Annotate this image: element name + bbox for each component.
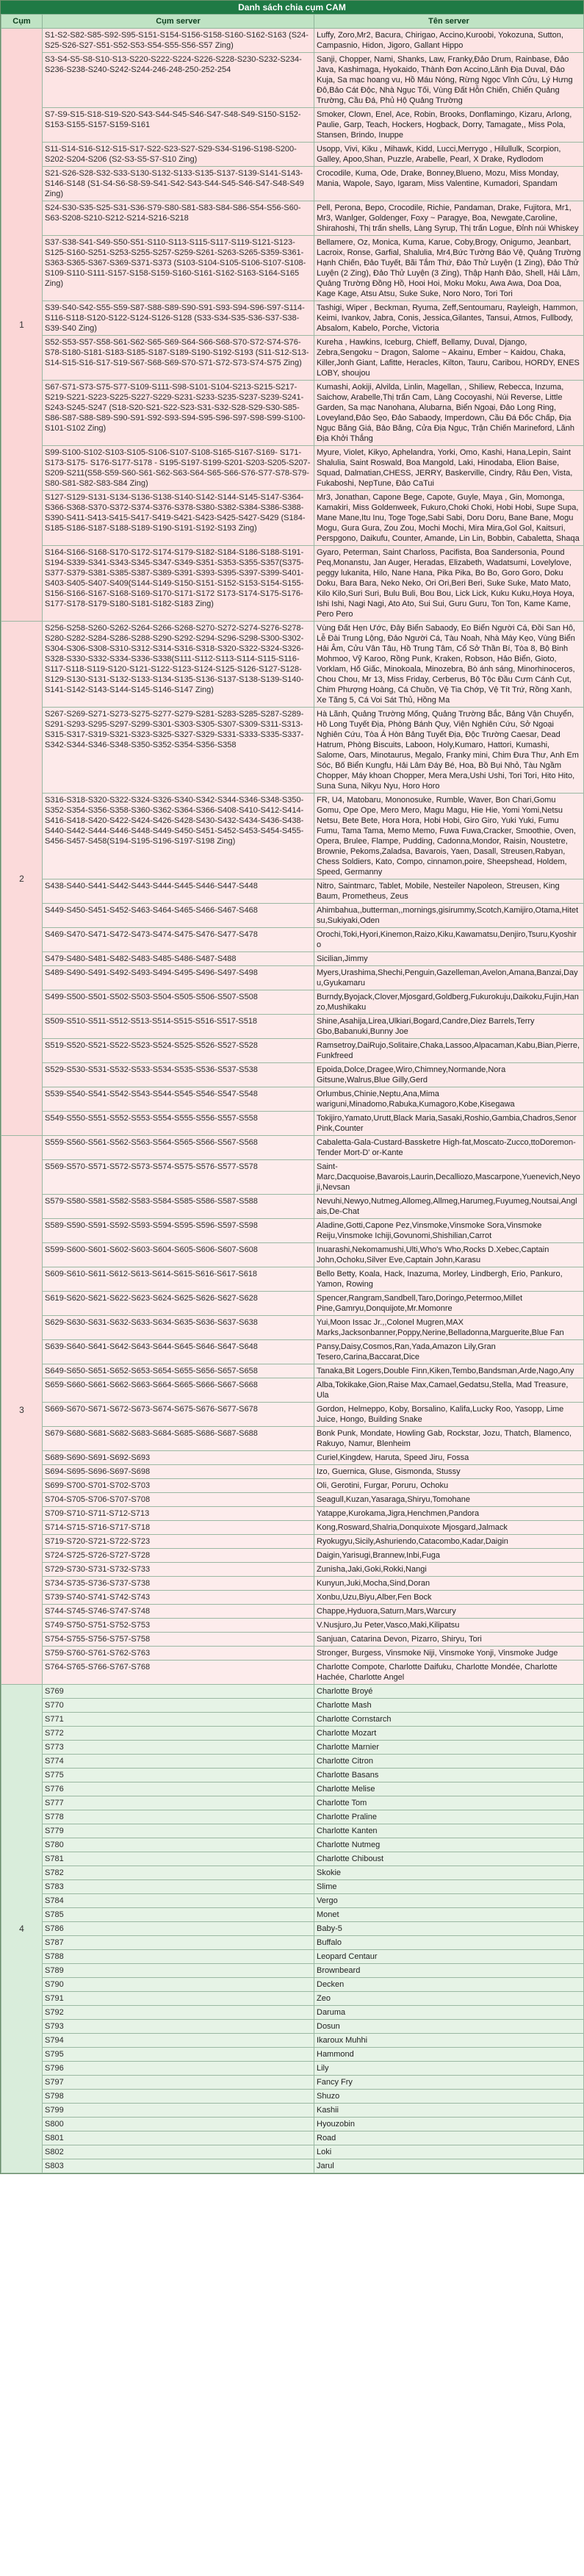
server-names-cell: Myers,Urashima,Shechi,Penguin,Gazelleman,Avelon,Amana,Banzai,Dayu,Gyukamaru: [314, 966, 584, 990]
server-range-cell: S1-S2-S82-S85-S92-S95-S151-S154-S156-S158-S160-S162-S163 (S24-S25-S26-S27-S51-S52-S53-S54-S55-S56-S57 Zing): [43, 29, 314, 53]
server-names-cell: Chappe,Hyduora,Saturn,Mars,Warcury: [314, 1605, 584, 1619]
table-row: [1, 990, 584, 1015]
server-names-cell: Tanaka,Bit Logers,Double Finn,Kiken,Tembo,Bandsman,Arde,Nago,Any: [314, 1364, 584, 1378]
server-names-cell: Hyouzobin: [314, 2118, 584, 2131]
server-names-cell: Vùng Đất Hẹn Ước, Đây Biển Sabaody, Eo Biển Người Cá, Đồi San Hô, Lễ Đài Trung Lộng, Đảo Người Cá, Tàu Noah, Nhà Máy Kẹo, Vùng Biển Hải Âm, Cửu Vân Tâu, Hồ Trung Tâm, Cổ Sở Thần Bí, Tòa 8, Bộ Binh Mohmoo, Vỹ Karoo, Rồng Punk, Kraken, Robson, Hảo Biển, Gioto, Vorklam, Hố Giấc, Minokoala, Minozebra, Bò ánh sáng, Minorhinoceros, Chou Chou, Mr 13, Miss Friday, Cerberus, Bộ Tộc Đầu Cưm Cánh Cụt, Chim Phượng Hoàng, Cá Chuồn, Vệ Tia Chớp, Vệ Tít Trứ, Rồng Xanh, Xe Tăng 5, Cá Voi Sát Thủ, Hồng Ma: [314, 622, 584, 708]
table-row: [1, 1964, 584, 1978]
server-names-cell: Charlotte Chiboust: [314, 1852, 584, 1866]
server-names-cell: Curiel,Kingdew, Haruta, Speed Jiru, Fossa: [314, 1451, 584, 1465]
server-range-cell: S21-S26-S28-S32-S33-S130-S132-S133-S135-S137-S139-S141-S143-S146-S148 (S1-S4-S6-S8-S9-S41-S42-S43-S44-S45-S46-S47-S48-S49 Zing): [43, 167, 314, 201]
table-row: [1, 2020, 584, 2034]
server-range-cell: S798: [43, 2090, 314, 2104]
table-row: [1, 1992, 584, 2006]
server-range-cell: S714-S715-S716-S717-S718: [43, 1521, 314, 1535]
server-range-cell: S529-S530-S531-S532-S533-S534-S535-S536-S537-S538: [43, 1063, 314, 1087]
server-names-cell: Kureha , Hawkins, Iceburg, Chieff, Bellamy, Duval, Django, Zebra,Sengoku ~ Dragon, Salome ~ Akainu, Ember ~ Kaidou, Chaka, Killer,Jonh Giant, Lafitte, Heracles, Kilton, Tauru, Caribou, HORDY, ENES LOBY, shoujou: [314, 336, 584, 381]
table-row: [1, 546, 584, 622]
table-row: [1, 1451, 584, 1465]
server-names-cell: Mr3, Jonathan, Capone Bege, Capote, Guyle, Maya , Gin, Momonga, Kamakiri, Miss Goldenweek, Fukuro,Choki Choki, Hobi Hobi, Supe Supa, Mane Mane,Itu Inu, Toge Toge,Sabi Sabi, Doru Doru, Bane Bane, Mogu Mogu, Gura Gura, Zou Zou, Mochi Mochi, Mira Mira,Gol Gol, Kaitsuri, Perspgono, Daikufu, Counter, Amande, Lin Lin, Bobbin, Cabaletta, Shaqa: [314, 491, 584, 546]
server-range-cell: S719-S720-S721-S722-S723: [43, 1535, 314, 1549]
table-row: [1, 2006, 584, 2020]
table-row: [1, 2118, 584, 2131]
table-row: [1, 1880, 584, 1894]
server-names-cell: Luffy, Zoro,Mr2, Bacura, Chirigao, Accino,Kuroobi, Yokozuna, Sutton, Campasnio, Hidon, Jigoro, Gallant Hippo: [314, 29, 584, 53]
server-range-cell: S797: [43, 2076, 314, 2090]
server-range-cell: S699-S700-S701-S702-S703: [43, 1479, 314, 1493]
server-range-cell: S795: [43, 2048, 314, 2062]
server-range-cell: S776: [43, 1782, 314, 1796]
server-range-cell: S438-S440-S441-S442-S443-S444-S445-S446-S447-S448: [43, 879, 314, 904]
table-row: [1, 301, 584, 336]
server-names-cell: Sicilian,Jimmy: [314, 952, 584, 966]
server-names-cell: Bonk Punk, Mondate, Howling Gab, Rockstar, Jozu, Thatch, Blamenco, Rakuyo, Namur, Blenheim: [314, 1427, 584, 1451]
table-row: [1, 1824, 584, 1838]
table-row: [1, 29, 584, 53]
table-row: [1, 1605, 584, 1619]
server-names-cell: Aladine,Gotti,Capone Pez,Vinsmoke,Vinsmoke Sora,Vinsmoke Reiju,Vinsmoke Ichiji,Govunomi,Shishilian,Carrot: [314, 1219, 584, 1243]
server-names-cell: Gyaro, Peterman, Saint Charloss, Pacifista, Boa Sandersonia, Pound Peq,Monanstu, Jan Auger, Heradas, Elizabeth, Wadatsumi, Lovelylove, peggy lukanita, Hilo, Nane Hana, Pika Pika, Bo Bo, Goro Goro, Doku Doku, Bara Bara, Neko Neko, Ori Ori,Beri Beri, Suke Suke, Mato Mato, Kilo Kilo,Suri Suri, Bulu Buli, Bou Bou, Lick Lick, Kuku Kuku,Hoya Hoya, Ishi Ishi, Nagi Nagi, Ato Ato, Sui Sui, Guru Guru, Ton Ton, Kame Kame, Pero Pero: [314, 546, 584, 622]
table-row: [1, 2159, 584, 2173]
server-range-cell: S780: [43, 1838, 314, 1852]
server-range-cell: S749-S750-S751-S752-S753: [43, 1619, 314, 1633]
server-range-cell: S589-S590-S591-S592-S593-S594-S595-S596-S597-S598: [43, 1219, 314, 1243]
table-row: [1, 167, 584, 201]
server-names-cell: Decken: [314, 1978, 584, 1992]
server-names-cell: Charlotte Nutmeg: [314, 1838, 584, 1852]
server-names-cell: Jarul: [314, 2159, 584, 2173]
server-names-cell: Charlotte Mozart: [314, 1727, 584, 1741]
server-names-cell: Charlotte Citron: [314, 1755, 584, 1769]
server-range-cell: S786: [43, 1922, 314, 1936]
table-row: [1, 1403, 584, 1427]
table-row: [1, 201, 584, 236]
table-row: [1, 1852, 584, 1866]
server-range-cell: S619-S620-S621-S622-S623-S624-S625-S626-S627-S628: [43, 1292, 314, 1316]
table-row: [1, 966, 584, 990]
server-names-cell: Sanjuan, Catarina Devon, Pizarro, Shiryu, Tori: [314, 1633, 584, 1647]
server-range-cell: S792: [43, 2006, 314, 2020]
server-names-cell: Daigin,Yarisugi,Brannew,Inbi,Fuga: [314, 1549, 584, 1563]
server-range-cell: S794: [43, 2034, 314, 2048]
server-names-cell: Burndy,Byojack,Clover,Mjosgard,Goldberg,Fukurokuju,Daikoku,Fujin,Hanzo,Mushikaku: [314, 990, 584, 1015]
server-range-cell: S796: [43, 2062, 314, 2076]
table-row: [1, 2076, 584, 2090]
server-names-cell: Ahimbahua,,butterman,,mornings,gisirummy,Scotch,Kamijiro,Otama,Hitetsu,Sukiyaki,Oden: [314, 904, 584, 928]
server-names-cell: Fancy Fry: [314, 2076, 584, 2090]
server-range-cell: S629-S630-S631-S632-S633-S634-S635-S636-S637-S638: [43, 1316, 314, 1340]
server-range-cell: S689-S690-S691-S692-S693: [43, 1451, 314, 1465]
server-names-cell: Lily: [314, 2062, 584, 2076]
table-row: [1, 1591, 584, 1605]
server-names-cell: Cabaletta-Gala-Custard-Bassketre High-fat,Moscato-Zucco,ttoDoremon-Tender Mort-D' or-Kante: [314, 1136, 584, 1160]
server-range-cell: S39-S40-S42-S55-S59-S87-S88-S89-S90-S91-S93-S94-S96-S97-S114-S116-S118-S120-S122-S124-S126-S128 (S33-S34-S35-S36-S37-S38-S39-S40 Zing): [43, 301, 314, 336]
server-range-cell: S3-S4-S5-S8-S10-S13-S220-S222-S224-S226-S228-S230-S232-S234-S236-S238-S240-S242-S244-246-248-250-252-254: [43, 53, 314, 108]
server-range-cell: S599-S600-S601-S602-S603-S604-S605-S606-S607-S608: [43, 1243, 314, 1267]
server-range-cell: S790: [43, 1978, 314, 1992]
server-range-cell: S659-S660-S661-S662-S663-S664-S665-S666-S667-S668: [43, 1378, 314, 1403]
server-range-cell: S739-S740-S741-S742-S743: [43, 1591, 314, 1605]
server-names-cell: Nitro, Saintmarc, Tablet, Mobile, Nesteiler Napoleon, Streusen, King Baum, Prometheus, Zeus: [314, 879, 584, 904]
server-range-cell: S778: [43, 1810, 314, 1824]
server-range-cell: S579-S580-S581-S582-S583-S584-S585-S586-S587-S588: [43, 1195, 314, 1219]
table-row: [1, 1195, 584, 1219]
server-names-cell: Tokijiro,Yamato,Urutt,Black Maria,Sasaki,Roshio,Gambia,Chadros,Senor Pink,Counter: [314, 1112, 584, 1136]
server-names-cell: Orochi,Toki,Hyori,Kinemon,Raizo,Kiku,Kawamatsu,Denjiro,Tsuru,Kyoshiro: [314, 928, 584, 952]
table-row: [1, 1810, 584, 1824]
server-range-cell: S469-S470-S471-S472-S473-S474-S475-S476-S477-S478: [43, 928, 314, 952]
server-names-cell: Kashii: [314, 2104, 584, 2118]
table-row: [1, 1087, 584, 1112]
server-range-cell: S784: [43, 1894, 314, 1908]
server-range-cell: S773: [43, 1741, 314, 1755]
table-row: [1, 236, 584, 301]
server-names-cell: Bello Betty, Koala, Hack, Inazuma, Morley, Lindbergh, Erio, Pankuro, Yamon, Rowing: [314, 1267, 584, 1292]
table-row: [1, 1267, 584, 1292]
server-names-cell: Zeo: [314, 1992, 584, 2006]
server-range-cell: S519-S520-S521-S522-S523-S524-S525-S526-S527-S528: [43, 1039, 314, 1063]
table-row: [1, 1577, 584, 1591]
table-row: [1, 1112, 584, 1136]
server-names-cell: Seagull,Kuzan,Yasaraga,Shiryu,Tomohane: [314, 1493, 584, 1507]
table-row: [1, 928, 584, 952]
server-names-cell: Hammond: [314, 2048, 584, 2062]
server-names-cell: Stronger, Burgess, Vinsmoke Niji, Vinsmoke Yonji, Vinsmoke Judge: [314, 1647, 584, 1661]
server-range-cell: S782: [43, 1866, 314, 1880]
cluster-number: 2: [1, 622, 43, 1136]
server-range-cell: S734-S735-S736-S737-S738: [43, 1577, 314, 1591]
server-range-cell: S777: [43, 1796, 314, 1810]
table-row: [1, 1894, 584, 1908]
server-range-cell: S539-S540-S541-S542-S543-S544-S545-S546-S547-S548: [43, 1087, 314, 1112]
server-range-cell: S67-S71-S73-S75-S77-S109-S111-S98-S101-S104-S213-S215-S217-S219-S221-S223-S225-S227-S229-S231-S233-S235-S237-S239-S241-S243-S245-S247 (S18-S20-S21-S22-S23-S31-S32-S28-S29-S30-S85-S86-S87-S88-S89-S90-S91-S92-S93-S94-S95-S96-S97-S98-S99-S100-S101-S102 Zing): [43, 381, 314, 446]
server-range-cell: S549-S550-S551-S552-S553-S554-S555-S556-S557-S558: [43, 1112, 314, 1136]
table-row: [1, 381, 584, 446]
table-row: [1, 1950, 584, 1964]
server-names-cell: FR, U4, Matobaru, Mononosuke, Rumble, Waver, Bon Chari,Gomu Gomu, Ope Ope, Mero Mero, Magu Magu, Hie Hie, Yomi Yomi,Netsu Netsu, Bete Bete, Hora Hora, Hobi Hobi, Giro Giro, Yuki Yuki, Fumu Fumu, Tama Tama, Memo Memo, Fuwa Fuwa,Cracker, Smoothie, Oven, Opera, Brulee, Flampe, Pudding, Cadonna,Mondor, Raisin, Noustetre, Brownie, Pekoms,Zaladsa, Bavarois, Yaen, Dasall, Streusen,Rabyan, Chess Soldiers, Kato, Compo, cinnamon,poire, Sheepshead, Holdem, Speed, Germanny: [314, 794, 584, 879]
table-row: [1, 1015, 584, 1039]
server-range-cell: S37-S38-S41-S49-S50-S51-S110-S113-S115-S117-S119-S121-S123-S125-S160-S251-S253-S255-S257-S259-S261-S263-S265-S359-S361-S363-S365-S367-S369-S371-S373 (S103-S104-S105-S106-S107-S108-S109-S110-S111-S157-S158-S159-S160-S161-S162-S163-S164-S165 Zing): [43, 236, 314, 301]
server-range-cell: S649-S650-S651-S652-S653-S654-S655-S656-S657-S658: [43, 1364, 314, 1378]
server-names-cell: Inuarashi,Nekomamushi,Ulti,Who's Who,Rocks D.Xebec,Captain John,Ochoku,Silver Eve,Captain John,Karasu: [314, 1243, 584, 1267]
server-names-cell: Usopp, Vivi, Kiku , Mihawk, Kidd, Lucci,Merrygo , Hilullulk, Scorpion, Galley, Apoo,Shan, Puzzle, Arabelle, Pearl, X Drake, Rydlodom: [314, 143, 584, 167]
table-row: [1, 1838, 584, 1852]
table-row: [1, 1479, 584, 1493]
table-row: [1, 1219, 584, 1243]
server-names-cell: Hà Lãnh, Quảng Trường Mống, Quảng Trường Bắc, Bảng Vận Chuyển, Hồ Long Tuyết Địa, Phòng Bánh Quy, Viện Nghiên Cứu, Sở Ngoại Nghiên Cứu, Tòa Á Hòn Bảng Tuyết Địa, Độc Trường Caesar, Dead Hatrum, Phòng Biscuits, Laboon, Holy,Kumaro, Hattori, Kumashi, Salome, Oars, Minotaurus, Megalo, Franky mini, Chim Đưa Thư, Anh Em Sóc, Bố Biển Kungfu, Hải Lâm Đáy Bé, Hoa, Bồ Bụi Nhỏ, Tàu Ngầm Chopper, Máy khoan Chopper, Mera Mera,Ushi Ushi, Tori Tori, Hito Hito, Suna Suna, Nikyu Nyu, Horo Horo: [314, 708, 584, 794]
server-range-cell: S11-S14-S16-S12-S15-S17-S22-S23-S27-S29-S34-S196-S198-S200-S202-S204-S206 (S2-S3-S5-S7-S10 Zing): [43, 143, 314, 167]
server-range-cell: S449-S450-S451-S452-S463-S464-S465-S466-S467-S468: [43, 904, 314, 928]
server-range-cell: S802: [43, 2145, 314, 2159]
table-row: [1, 1292, 584, 1316]
table-row: [1, 2104, 584, 2118]
server-range-cell: S770: [43, 1699, 314, 1713]
server-range-cell: S783: [43, 1880, 314, 1894]
table-row: [1, 1685, 584, 1699]
server-names-cell: Myure, Violet, Kikyo, Aphelandra, Yorki, Omo, Kashi, Hana,Lepin, Saint Shalulia, Saint Roswald, Boa Mangold, Laki, Hinodaba, Elion Baise, Squad, Dalmatian,CHESS, JERRY, Baskerville, Cindry, Râu Đen, Vista, Fukaboshi, NepTune, Đảo CaTui: [314, 446, 584, 491]
server-names-cell: Dosun: [314, 2020, 584, 2034]
server-names-cell: Crocodile, Kuma, Ode, Drake, Bonney,Blueno, Mozu, Miss Monday, Mania, Wapole, Sayo, Igaram, Miss Valentine, Kumadori, Spandam: [314, 167, 584, 201]
server-names-cell: Monet: [314, 1908, 584, 1922]
server-range-cell: S24-S30-S35-S25-S31-S36-S79-S80-S81-S83-S84-S86-S54-S56-S60-S63-S208-S210-S212-S214-S216-S218: [43, 201, 314, 236]
server-range-cell: S788: [43, 1950, 314, 1964]
table-row: [1, 1633, 584, 1647]
server-range-cell: S769: [43, 1685, 314, 1699]
server-names-cell: Pansy,Daisy,Cosmos,Ran,Yada,Amazon Lily,Gran Tesero,Carina,Baccarat,Dice: [314, 1340, 584, 1364]
table-row: [1, 1364, 584, 1378]
table-row: [1, 1647, 584, 1661]
table-row: [1, 794, 584, 879]
server-names-cell: Epoida,Dolce,Dragee,Wiro,Chimney,Normande,Nora Gitsune,Walrus,Blue Gilly,Gerd: [314, 1063, 584, 1087]
table-row: [1, 1769, 584, 1782]
header-server: Cụm server: [43, 15, 314, 29]
server-range-cell: S787: [43, 1936, 314, 1950]
server-names-cell: Leopard Centaur: [314, 1950, 584, 1964]
table-body: [1, 29, 584, 2173]
table-row: [1, 1782, 584, 1796]
server-names-cell: Yatappe,Kurokama,Jigra,Henchmen,Pandora: [314, 1507, 584, 1521]
cluster-number: 3: [1, 1136, 43, 1685]
table-row: [1, 1378, 584, 1403]
server-range-cell: S499-S500-S501-S502-S503-S504-S505-S506-S507-S508: [43, 990, 314, 1015]
table-row: [1, 1427, 584, 1451]
server-range-cell: S779: [43, 1824, 314, 1838]
server-names-cell: Ikaroux Muhhi: [314, 2034, 584, 2048]
server-names-cell: Skokie: [314, 1866, 584, 1880]
server-range-cell: S744-S745-S746-S747-S748: [43, 1605, 314, 1619]
table-row: [1, 1521, 584, 1535]
header-cum: Cụm: [1, 15, 43, 29]
server-names-cell: Charlotte Cornstarch: [314, 1713, 584, 1727]
table-row: [1, 1922, 584, 1936]
server-names-cell: Oli, Gerotini, Furgar, Poruru, Ochoku: [314, 1479, 584, 1493]
server-names-cell: Baby-5: [314, 1922, 584, 1936]
server-range-cell: S785: [43, 1908, 314, 1922]
table-row: [1, 2034, 584, 2048]
server-range-cell: S709-S710-S711-S712-S713: [43, 1507, 314, 1521]
server-range-cell: S479-S480-S481-S482-S483-S485-S486-S487-S488: [43, 952, 314, 966]
server-names-cell: Kong,Rosward,Shalria,Donquixote Mjosgard,Jalmack: [314, 1521, 584, 1535]
server-names-cell: Yui,Moon Issac Jr.,,Colonel Mugren,MAX Marks,Jacksonbanner,Poppy,Nerine,Belladonna,Marguerite,Blue Fan: [314, 1316, 584, 1340]
server-names-cell: Shuzo: [314, 2090, 584, 2104]
server-names-cell: Charlotte Basans: [314, 1769, 584, 1782]
table-row: [1, 1727, 584, 1741]
server-range-cell: S267-S269-S271-S273-S275-S277-S279-S281-S283-S285-S287-S289-S291-S293-S295-S297-S299-S301-S303-S305-S307-S309-S311-S313-S315-S317-S319-S321-S323-S325-S327-S329-S331-S333-S335-S337-S342-S344-S346-S348-S350-S352-S354-S356-S358: [43, 708, 314, 794]
server-names-cell: Gordon, Helmeppo, Koby, Borsalino, Kalifa,Lucky Roo, Yasopp, Lime Juice, Hongo, Building Snake: [314, 1403, 584, 1427]
server-range-cell: S754-S755-S756-S757-S758: [43, 1633, 314, 1647]
table-row: [1, 1039, 584, 1063]
server-range-cell: S7-S9-S15-S18-S19-S20-S43-S44-S45-S46-S47-S48-S49-S150-S152-S153-S155-S157-S159-S161: [43, 108, 314, 143]
table-row: [1, 143, 584, 167]
table-row: [1, 1465, 584, 1479]
table-row: [1, 1549, 584, 1563]
table-row: [1, 1535, 584, 1549]
server-range-cell: S774: [43, 1755, 314, 1769]
table-row: [1, 53, 584, 108]
server-names-cell: Ryokugyu,Sicily,Ashuriendo,Catacombo,Kadar,Daigin: [314, 1535, 584, 1549]
server-range-cell: S801: [43, 2131, 314, 2145]
table-row: [1, 2090, 584, 2104]
server-range-cell: S800: [43, 2118, 314, 2131]
sheet-title: Danh sách chia cụm CAM: [1, 1, 583, 14]
table-row: [1, 1908, 584, 1922]
cluster-number: 1: [1, 29, 43, 622]
table-row: [1, 1243, 584, 1267]
server-range-cell: S569-S570-S571-S572-S573-S574-S575-S576-S577-S578: [43, 1160, 314, 1195]
server-range-cell: S52-S53-S57-S58-S61-S62-S65-S69-S64-S66-S68-S70-S72-S74-S76-S78-S180-S181-S183-S185-S187-S189-S190-S192-S193 (S11-S12-S13-S14-S15-S16-S17-S19-S67-S68-S69-S70-S71-S72-S73-S74-S75 Zing): [43, 336, 314, 381]
server-range-cell: S704-S705-S706-S707-S708: [43, 1493, 314, 1507]
table-row: [1, 879, 584, 904]
server-names-cell: Pell, Perona, Bepo, Crocodile, Richie, Pandaman, Drake, Fujitora, Mr1, Mr3, Wanlger, Goldenger, Foxy ~ Paragye, Boa, Newgate,Caroline, Shirahoshi, Thị trấn shells, Làng Syrup, Thị trấn Logue, Đỉnh núi Whiskey: [314, 201, 584, 236]
server-range-cell: S793: [43, 2020, 314, 2034]
server-range-cell: S639-S640-S641-S642-S643-S644-S645-S646-S647-S648: [43, 1340, 314, 1364]
server-names-cell: Charlotte Praline: [314, 1810, 584, 1824]
table-row: [1, 2062, 584, 2076]
server-range-cell: S256-S258-S260-S262-S264-S266-S268-S270-S272-S274-S276-S278-S280-S282-S284-S286-S288-S290-S292-S294-S296-S298-S300-S302-S304-S306-S308-S310-S312-S314-S316-S318-S320-S322-S324-S326-S328-S330-S332-S334-S336-S338(S111-S112-S113-S114-S115-S116-S117-S118-S119-S120-S121-S122-S123-S124-S125-S126-S127-S128-S129-S130-S131-S132-S133-S134-S135-S136-S137-S138-S139-S140-S141-S142-S143-S144-S145-S146-S147 Zing): [43, 622, 314, 708]
server-names-cell: V.Nusjuro,Ju Peter,Vasco,Maki,Kilipatsu: [314, 1619, 584, 1633]
header-names: Tên server: [314, 15, 584, 29]
server-range-cell: S694-S695-S696-S697-S698: [43, 1465, 314, 1479]
server-range-cell: S679-S680-S681-S682-S683-S684-S685-S686-S687-S688: [43, 1427, 314, 1451]
table-row: [1, 1340, 584, 1364]
server-names-cell: Nevuhi,Newyo,Nutmeg,Allomeg,Allmeg,Harumeg,Fuyumeg,Noutsai,Anglais,De-Chat: [314, 1195, 584, 1219]
cluster-number: 4: [1, 1685, 43, 2173]
table-row: [1, 622, 584, 708]
table-row: [1, 1160, 584, 1195]
table-row: [1, 1063, 584, 1087]
server-names-cell: Charlotte Mash: [314, 1699, 584, 1713]
table-row: [1, 952, 584, 966]
server-names-cell: Vergo: [314, 1894, 584, 1908]
table-row: [1, 1796, 584, 1810]
table-row: [1, 108, 584, 143]
table-row: [1, 1619, 584, 1633]
server-range-cell: S791: [43, 1992, 314, 2006]
table-row: [1, 1507, 584, 1521]
server-table: [1, 14, 584, 2173]
server-names-cell: Daruma: [314, 2006, 584, 2020]
server-names-cell: Charlotte Melise: [314, 1782, 584, 1796]
table-row: [1, 491, 584, 546]
server-range-cell: S799: [43, 2104, 314, 2118]
table-row: [1, 1493, 584, 1507]
server-names-cell: Brownbeard: [314, 1964, 584, 1978]
server-names-cell: Tashigi, Wiper , Beckman, Ryuma, Zeff,Sentoumaru, Rayleigh, Hammon, Keimi, Ivankov, Jabra, Conis, Jessica,Gilantes, Tansui, Atmos, Fullbody, Absalom, Kabelo, Porche, Victoria: [314, 301, 584, 336]
server-range-cell: S775: [43, 1769, 314, 1782]
server-names-cell: Smoker, Clown, Enel, Ace, Robin, Brooks, Donflamingo, Kizaru, Arlong, Paulie, Garp, Teach, Hockers, Hogback, Dorry, Tamagate,, Miss Pola, Stansen, Brindo, Inuppe: [314, 108, 584, 143]
table-row: [1, 1136, 584, 1160]
server-names-cell: Charlotte Marnier: [314, 1741, 584, 1755]
server-names-cell: Sanji, Chopper, Nami, Shanks, Law, Franky,Đảo Drum, Rainbase, Đảo Java, Kashimaga, Hyokaido, Thành Đơn Accino,Lãnh Địa Duval, Đảo Kuja, Sa mạc hoang vu, Hồ Máu Nóng, Rừng Ngọc Vĩnh Cửu, Lý Hưng Đô,Bảo Cát Độc, Nhà Ngục Tối, Vùng Đất Hỗn Chiến, Chiến Quảng Trường, Cầu Đá, Phủ Hộ Quảng Trường: [314, 53, 584, 108]
server-names-cell: Bellamere, Oz, Monica, Kuma, Karue, Coby,Brogy, Onigumo, Jeanbart, Lacroix, Ronse, Garfial, Shalulia, Mr4,Bức Tường Báo Vệ, Quảng Trường Hạnh Chiến, Đảo Tuyết, Bãi Tắm Thứ, Đảo Thử Luyện (1 Zing), Đảo Thử Luyện (2 Zing), Đảo Thử Luyện (3 Zing), Thập Hạnh Đảo, Shell, Hải Lâm, Quảng Trường Đồng Hồ, Hooi Hoi, Moku Moku, Awa Awa, Doa Doa, Kage Kage, Atsu Atsu, Suke Suke, Noro Noro, Tori Tori: [314, 236, 584, 301]
table-row: [1, 904, 584, 928]
server-range-cell: S316-S318-S320-S322-S324-S326-S340-S342-S344-S346-S348-S350-S352-S354-S356-S358-S360-S362-S364-S366-S408-S410-S412-S414-S416-S418-S420-S422-S424-S426-S428-S430-S432-S434-S436-S438-S440-S442-S444-S446-S448-S449-S450-S451-S452-S453-S454-S455-S456-S457-S458(S194-S195-S196-S197-S198 Zing): [43, 794, 314, 879]
server-range-cell: S781: [43, 1852, 314, 1866]
server-names-cell: Kunyun,Juki,Mocha,Sind,Doran: [314, 1577, 584, 1591]
server-names-cell: Ramsetroy,DaiRujo,Solitaire,Chaka,Lassoo,Alpacaman,Kabu,Bian,Pierre,Funkfreed: [314, 1039, 584, 1063]
table-row: [1, 1713, 584, 1727]
table-row: [1, 2131, 584, 2145]
server-range-cell: S771: [43, 1713, 314, 1727]
table-row: [1, 2048, 584, 2062]
server-names-cell: Buffalo: [314, 1936, 584, 1950]
server-names-cell: Shine,Asahija,Lirea,Ulkiari,Bogard,Candre,Diez Barrels,Terry Gbo,Babanuki,Bunny Joe: [314, 1015, 584, 1039]
server-names-cell: Charlotte Tom: [314, 1796, 584, 1810]
server-names-cell: Spencer,Rangram,Sandbell,Taro,Doringo,Petermoo,Millet Pine,Gamryu,Donquijote,Mr.Momonre: [314, 1292, 584, 1316]
server-names-cell: Zunisha,Jaki,Goki,Rokki,Nangi: [314, 1563, 584, 1577]
table-row: [1, 708, 584, 794]
table-row: [1, 1563, 584, 1577]
server-range-cell: S764-S765-S766-S767-S768: [43, 1661, 314, 1685]
server-range-cell: S99-S100-S102-S103-S105-S106-S107-S108-S165-S167-S169- S171-S173-S175- S176-S177-S178 - S195-S197-S199-S201-S203-S205-S207-S209-S211(S58-S59-S60-S61-S62-S63-S64-S65-S66-S76-S77-S78-S79-S80-S81-S82-S83-S84 Zing): [43, 446, 314, 491]
server-names-cell: Izo, Guernica, Gluse, Gismonda, Stussy: [314, 1465, 584, 1479]
server-range-cell: S759-S760-S761-S762-S763: [43, 1647, 314, 1661]
table-row: [1, 446, 584, 491]
server-names-cell: Xonbu,Uzu,Biyu,Alber,Fen Bock: [314, 1591, 584, 1605]
table-row: [1, 2145, 584, 2159]
server-names-cell: Alba,Tokikake,Gion,Raise Max,Camael,Gedatsu,Stella, Mad Treasure, Ula: [314, 1378, 584, 1403]
table-row: [1, 1978, 584, 1992]
table-row: [1, 1316, 584, 1340]
header-row: [1, 15, 584, 29]
server-range-cell: S164-S166-S168-S170-S172-S174-S179-S182-S184-S186-S188-S191-S194-S339-S341-S343-S345-S347-S349-S351-S353-S355-S357(S375-S377-S379-S381-S385-S387-S389-S391-S393-S395-S397-S399-S401-S403-S405-S407-S409(S144-S149-S150-S151-S152-S153-S154-S155-S156-S166-S167-S168-S169-S170-S171-S172 S173-S174-S175-S176-S177-S178-S179-S180-S181-S182-S183 Zing): [43, 546, 314, 622]
server-range-cell: S609-S610-S611-S612-S613-S614-S615-S616-S617-S618: [43, 1267, 314, 1292]
table-row: [1, 1755, 584, 1769]
server-names-cell: Road: [314, 2131, 584, 2145]
server-range-cell: S729-S730-S731-S732-S733: [43, 1563, 314, 1577]
table-row: [1, 1936, 584, 1950]
server-range-cell: S724-S725-S726-S727-S728: [43, 1549, 314, 1563]
server-range-cell: S803: [43, 2159, 314, 2173]
server-range-cell: S509-S510-S511-S512-S513-S514-S515-S516-S517-S518: [43, 1015, 314, 1039]
server-names-cell: Loki: [314, 2145, 584, 2159]
server-range-cell: S559-S560-S561-S562-S563-S564-S565-S566-S567-S568: [43, 1136, 314, 1160]
server-names-cell: Saint-Marc,Dacquoise,Bavarois,Laurin,Decalliozo,Mascarpone,Yuenevich,Neyoji,Nevsan: [314, 1160, 584, 1195]
server-range-cell: S489-S490-S491-S492-S493-S494-S495-S496-S497-S498: [43, 966, 314, 990]
server-names-cell: Slime: [314, 1880, 584, 1894]
server-range-cell: S127-S129-S131-S134-S136-S138-S140-S142-S144-S145-S147-S364-S366-S368-S370-S372-S374-S376-S378-S380-S382-S384-S386-S388-S390-S411-S413-S415-S417-S419-S421-S423-S425-S427-S429 (S184-S185-S186-S187-S188-S189-S190-S191-S192-S193 Zing): [43, 491, 314, 546]
server-range-cell: S772: [43, 1727, 314, 1741]
server-names-cell: Charlotte Compote, Charlotte Daifuku, Charlotte Mondée, Charlotte Hachée, Charlotte Angel: [314, 1661, 584, 1685]
server-range-cell: S789: [43, 1964, 314, 1978]
server-names-cell: Charlotte Broyé: [314, 1685, 584, 1699]
server-names-cell: Orlumbus,Chinie,Neptu,Ana,Mima wariguni,Minadomo,Rabuka,Kumagoro,Kobe,Kisegawa: [314, 1087, 584, 1112]
server-names-cell: Charlotte Kanten: [314, 1824, 584, 1838]
table-row: [1, 1741, 584, 1755]
server-range-cell: S669-S670-S671-S672-S673-S674-S675-S676-S677-S678: [43, 1403, 314, 1427]
server-names-cell: Kumashi, Aokiji, Alvilda, Linlin, Magellan, , Shiliew, Rebecca, Inzuma, Saichow, Arabelle,Thị trấn Cam, Làng Cocoyashi, Núi Reverse, Little Garden, Sa mạc Nanohana, Alubarna, Biển Ngoại, Đảo Long Ring, Loveyland,Đảo Sẹo, Đảo Sabaody, Imperdown, Cầu Đá Đốc Chấp, Địa Ngục Băng Giá, Bảo Băng, Cửa Địa Ngục, Trận Chiến Marineford, Lãnh Địa Khởi Thắng: [314, 381, 584, 446]
table-row: [1, 1661, 584, 1685]
table-row: [1, 336, 584, 381]
table-row: [1, 1866, 584, 1880]
table-row: [1, 1699, 584, 1713]
